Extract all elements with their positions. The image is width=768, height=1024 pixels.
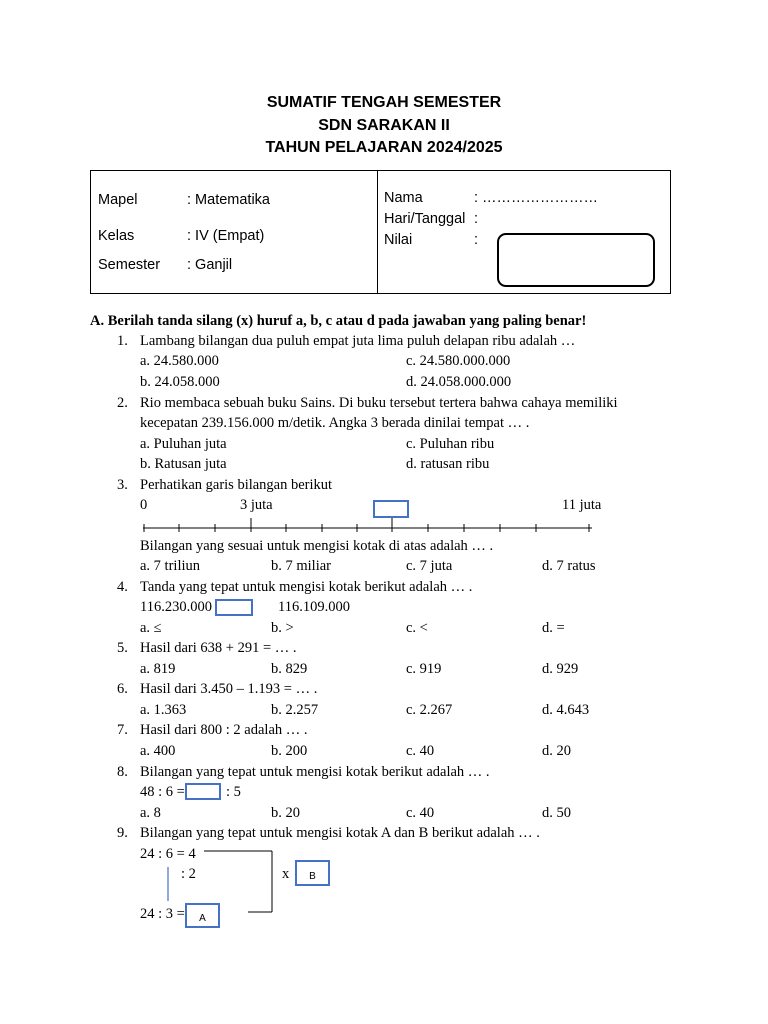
section-a-heading: A. Berilah tanda silang (x) huruf a, b, c atau d pada jawaban yang paling benar! bbox=[90, 313, 587, 329]
question-8-expression-left: 48 : 6 = bbox=[140, 784, 185, 800]
question-9-box-a[interactable]: A bbox=[185, 903, 220, 928]
question-7-option-a[interactable]: a. 400 bbox=[140, 743, 176, 759]
nilai-box[interactable] bbox=[497, 233, 655, 287]
question-9-box-b[interactable]: B bbox=[295, 860, 330, 886]
nama-value: : …………………… bbox=[474, 190, 599, 206]
question-2-option-a[interactable]: a. Puluhan juta bbox=[140, 436, 227, 452]
question-6-text: Hasil dari 3.450 – 1.193 = … . bbox=[140, 681, 318, 697]
header-line-1: SUMATIF TENGAH SEMESTER bbox=[266, 94, 502, 111]
question-6-option-a[interactable]: a. 1.363 bbox=[140, 702, 187, 718]
question-3-option-a[interactable]: a. 7 triliun bbox=[140, 558, 201, 574]
question-1-option-b[interactable]: b. 24.058.000 bbox=[140, 374, 220, 390]
question-3-option-b[interactable]: b. 7 miliar bbox=[271, 558, 332, 574]
question-8-number: 8. bbox=[117, 764, 128, 780]
numberline-label-mid: 3 juta bbox=[240, 497, 273, 513]
question-5-option-a[interactable]: a. 819 bbox=[140, 661, 176, 677]
mapel-label: Mapel bbox=[98, 192, 138, 208]
question-9-line-1: 24 : 6 = 4 bbox=[140, 846, 196, 862]
mapel-value: : Matematika bbox=[187, 192, 270, 208]
question-4-text: Tanda yang tepat untuk mengisi kotak berikut adalah … . bbox=[140, 579, 473, 595]
question-2-option-d[interactable]: d. ratusan ribu bbox=[406, 456, 490, 472]
numberline-label-end: 11 juta bbox=[562, 497, 602, 513]
question-1-option-a[interactable]: a. 24.580.000 bbox=[140, 353, 219, 369]
question-4-option-d[interactable]: d. = bbox=[542, 620, 565, 636]
question-4-option-a[interactable]: a. ≤ bbox=[140, 620, 162, 636]
question-8-option-c[interactable]: c. 40 bbox=[406, 805, 435, 821]
question-6-number: 6. bbox=[117, 681, 128, 697]
question-9-multiply-label: x bbox=[282, 866, 290, 882]
question-2-option-c[interactable]: c. Puluhan ribu bbox=[406, 436, 495, 452]
question-5-number: 5. bbox=[117, 640, 128, 656]
question-8-option-d[interactable]: d. 50 bbox=[542, 805, 571, 821]
kelas-label: Kelas bbox=[98, 228, 135, 244]
question-7-option-c[interactable]: c. 40 bbox=[406, 743, 435, 759]
hari-tanggal-value: : bbox=[474, 211, 479, 227]
question-1-text: Lambang bilangan dua puluh empat juta lima puluh delapan ribu adalah … bbox=[140, 333, 576, 349]
question-7-option-d[interactable]: d. 20 bbox=[542, 743, 571, 759]
question-5-option-b[interactable]: b. 829 bbox=[271, 661, 308, 677]
question-2-number: 2. bbox=[117, 395, 128, 411]
question-6-option-d[interactable]: d. 4.643 bbox=[542, 702, 590, 718]
question-4-right-value: 116.109.000 bbox=[278, 599, 350, 615]
semester-value: : Ganjil bbox=[187, 257, 233, 273]
question-9-number: 9. bbox=[117, 825, 128, 841]
question-5-text: Hasil dari 638 + 291 = … . bbox=[140, 640, 297, 656]
question-5-option-d[interactable]: d. 929 bbox=[542, 661, 579, 677]
question-2-text-line-2: kecepatan 239.156.000 m/detik. Angka 3 berada dinilai tempat … . bbox=[140, 415, 530, 431]
question-1-option-d[interactable]: d. 24.058.000.000 bbox=[406, 374, 512, 390]
question-3-number: 3. bbox=[117, 477, 128, 493]
nama-label: Nama bbox=[384, 190, 423, 206]
numberline-label-start: 0 bbox=[140, 497, 148, 513]
question-7-option-b[interactable]: b. 200 bbox=[271, 743, 308, 759]
question-6-option-b[interactable]: b. 2.257 bbox=[271, 702, 319, 718]
question-8-expression-right: : 5 bbox=[226, 784, 241, 800]
question-8-option-b[interactable]: b. 20 bbox=[271, 805, 300, 821]
question-8-answer-box[interactable] bbox=[185, 783, 221, 800]
question-3-option-c[interactable]: c. 7 juta bbox=[406, 558, 453, 574]
question-4-number: 4. bbox=[117, 579, 128, 595]
number-line bbox=[140, 514, 595, 532]
question-4-option-b[interactable]: b. > bbox=[271, 620, 294, 636]
question-3-text-line-2: Bilangan yang sesuai untuk mengisi kotak di atas adalah … . bbox=[140, 538, 494, 554]
question-1-number: 1. bbox=[117, 333, 128, 349]
question-8-text: Bilangan yang tepat untuk mengisi kotak berikut adalah … . bbox=[140, 764, 490, 780]
question-9-divide-label: : 2 bbox=[181, 866, 196, 882]
question-2-text: Rio membaca sebuah buku Sains. Di buku tersebut tertera bahwa cahaya memiliki bbox=[140, 395, 618, 411]
question-2-option-b[interactable]: b. Ratusan juta bbox=[140, 456, 227, 472]
kelas-value: : IV (Empat) bbox=[187, 228, 265, 244]
question-6-option-c[interactable]: c. 2.267 bbox=[406, 702, 453, 718]
question-7-number: 7. bbox=[117, 722, 128, 738]
nilai-value: : bbox=[474, 232, 479, 248]
question-5-option-c[interactable]: c. 919 bbox=[406, 661, 442, 677]
hari-tanggal-label: Hari/Tanggal bbox=[384, 211, 466, 227]
question-4-option-c[interactable]: c. < bbox=[406, 620, 428, 636]
question-4-left-value: 116.230.000 bbox=[140, 599, 212, 615]
question-3-text: Perhatikan garis bilangan berikut bbox=[140, 477, 333, 493]
question-9-text: Bilangan yang tepat untuk mengisi kotak A dan B berikut adalah … . bbox=[140, 825, 540, 841]
nilai-label: Nilai bbox=[384, 232, 413, 248]
header-line-2: SDN SARAKAN II bbox=[318, 117, 450, 134]
question-3-option-d[interactable]: d. 7 ratus bbox=[542, 558, 596, 574]
semester-label: Semester bbox=[98, 257, 161, 273]
question-1-option-c[interactable]: c. 24.580.000.000 bbox=[406, 353, 511, 369]
info-table-divider bbox=[377, 171, 378, 293]
question-9-line-2: 24 : 3 = bbox=[140, 906, 185, 922]
question-4-answer-box[interactable] bbox=[215, 599, 253, 616]
question-7-text: Hasil dari 800 : 2 adalah … . bbox=[140, 722, 308, 738]
question-8-option-a[interactable]: a. 8 bbox=[140, 805, 161, 821]
header-line-3: TAHUN PELAJARAN 2024/2025 bbox=[265, 139, 503, 156]
